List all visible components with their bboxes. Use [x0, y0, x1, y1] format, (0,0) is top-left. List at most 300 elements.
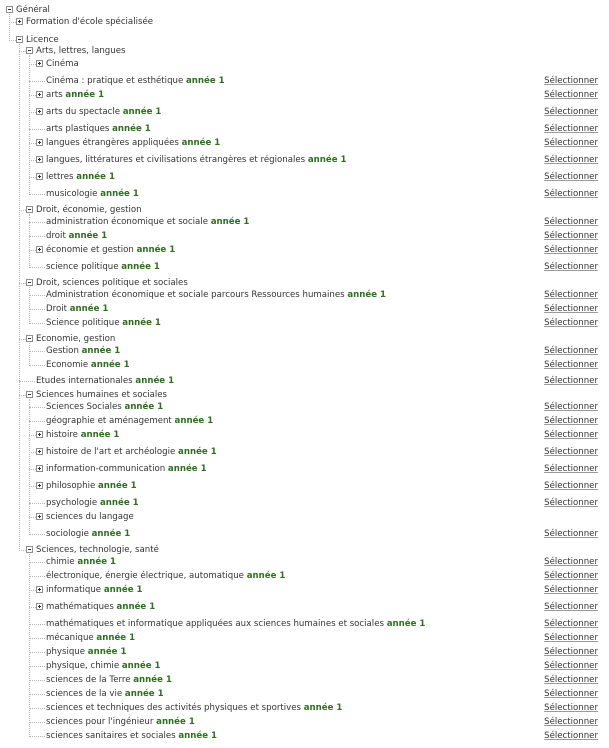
tree-item: [0, 75, 609, 87]
tree-item: [0, 730, 609, 742]
tree-item-label[interactable]: [46, 244, 175, 256]
tree-item-label[interactable]: [46, 528, 130, 540]
tree-guide-line: [29, 652, 45, 653]
tree-guide-line: [29, 421, 45, 422]
year-badge: année 1: [303, 703, 343, 713]
tree-guide-line: [29, 295, 45, 296]
tree-guide-line: [29, 250, 36, 251]
collapse-icon[interactable]: [26, 391, 33, 398]
tree-item-text: Economie: [46, 360, 89, 370]
tree-guide-line: [29, 287, 30, 324]
collapse-icon[interactable]: [26, 335, 33, 342]
tree-item: [0, 716, 609, 728]
collapse-icon[interactable]: [26, 47, 33, 54]
year-badge: année 1: [99, 498, 139, 508]
select-link[interactable]: Sélectionner: [544, 107, 598, 117]
tree-item-text: histoire: [46, 430, 78, 440]
tree-item-label[interactable]: [46, 289, 386, 301]
year-badge: année 1: [121, 262, 160, 272]
tree-item-text: chimie: [46, 557, 75, 567]
year-badge: année 1: [186, 76, 225, 86]
select-link[interactable]: Sélectionner: [544, 360, 598, 370]
tree-item: [0, 359, 609, 371]
tree-item-text: administration économique et sociale: [46, 217, 208, 227]
expand-icon[interactable]: [36, 108, 43, 115]
select-link[interactable]: Sélectionner: [544, 262, 598, 272]
tree-item-label[interactable]: [46, 415, 213, 427]
tree-item-text: sciences sanitaires et sociales: [46, 731, 176, 741]
tree-guide-line: [29, 236, 45, 237]
tree-item-label[interactable]: [46, 618, 425, 630]
tree-item-text: électronique, énergie électrique, automatique: [46, 571, 244, 581]
tree-item: [0, 415, 609, 427]
select-link[interactable]: Sélectionner: [544, 376, 598, 386]
tree-item-label[interactable]: [46, 261, 160, 273]
tree-guide-line: [29, 517, 36, 518]
tree-item-text: arts: [46, 90, 63, 100]
tree-group: [0, 389, 609, 401]
tree-guide-line: [19, 550, 26, 551]
tree-item-text: science politique: [46, 262, 119, 272]
tree-item-label[interactable]: [46, 345, 120, 357]
year-badge: année 1: [246, 571, 286, 581]
tree-item-text: Arts, lettres, langues: [36, 46, 126, 56]
tree-item-label[interactable]: [46, 716, 195, 728]
tree-item-label[interactable]: [46, 401, 163, 413]
year-badge: année 1: [124, 689, 164, 699]
tree-item-label[interactable]: [36, 333, 115, 345]
tree-guide-line: [29, 562, 45, 563]
year-badge: année 1: [100, 189, 139, 199]
tree-item: [0, 674, 609, 686]
select-link[interactable]: Sélectionner: [544, 245, 598, 255]
select-link[interactable]: Sélectionner: [544, 430, 598, 440]
year-badge: année 1: [178, 731, 218, 741]
year-badge: année 1: [116, 602, 156, 612]
tree-item: [0, 230, 609, 242]
tree-item-label[interactable]: [46, 58, 79, 70]
tree-item-text: philosophie: [46, 481, 96, 491]
tree-guide-line: [29, 55, 30, 195]
tree-item-label[interactable]: [36, 277, 188, 289]
tree-guide-line: [29, 95, 36, 96]
tree-item: [0, 123, 609, 135]
year-badge: année 1: [76, 172, 115, 182]
tree-item-text: Sciences, technologie, santé: [36, 545, 159, 555]
tree-item-text: sciences et techniques des activités physiques et sportives: [46, 703, 302, 713]
tree-root-label[interactable]: Général: [16, 5, 50, 15]
select-link[interactable]: Sélectionner: [544, 447, 598, 457]
select-link[interactable]: Sélectionner: [544, 189, 598, 199]
year-badge: année 1: [122, 107, 162, 117]
tree-root: [0, 4, 609, 16]
tree-guide-line: [29, 112, 36, 113]
tree-guide-line: [29, 267, 45, 268]
tree-item-label[interactable]: [46, 660, 161, 672]
tree-item: [0, 446, 609, 458]
tree-item-label[interactable]: [26, 16, 153, 28]
year-badge: année 1: [156, 717, 195, 727]
year-badge: année 1: [68, 231, 108, 241]
tree-item: [0, 497, 609, 509]
tree-guide-line: [29, 435, 36, 436]
year-badge: année 1: [90, 360, 130, 370]
year-badge: année 1: [136, 245, 176, 255]
tree-guide-line: [19, 381, 35, 382]
select-link[interactable]: Sélectionner: [544, 290, 598, 300]
expand-icon[interactable]: [36, 139, 43, 146]
collapse-icon[interactable]: [16, 36, 23, 43]
tree-item-text: Economie, gestion: [36, 334, 116, 344]
tree-guide-line: [29, 407, 45, 408]
select-link[interactable]: Sélectionner: [544, 557, 598, 567]
expand-icon[interactable]: [16, 18, 23, 25]
year-badge: année 1: [103, 585, 143, 595]
tree-item-label[interactable]: [46, 570, 285, 582]
year-badge: année 1: [347, 290, 387, 300]
tree-item: [0, 401, 609, 413]
tree-item-label[interactable]: [46, 730, 217, 742]
tree-guide-line: [29, 194, 45, 195]
tree-guide-line: [29, 666, 45, 667]
select-link[interactable]: Sélectionner: [544, 76, 598, 86]
tree-group: [0, 277, 609, 289]
tree-item-label[interactable]: [46, 216, 249, 228]
tree-item: [0, 660, 609, 672]
tree-item: [0, 632, 609, 644]
select-link[interactable]: Sélectionner: [544, 155, 598, 165]
tree-item-text: géographie et aménagement: [46, 416, 172, 426]
year-badge: année 1: [174, 416, 214, 426]
select-link[interactable]: Sélectionner: [544, 602, 598, 612]
year-badge: année 1: [181, 138, 221, 148]
tree-item: [0, 480, 609, 492]
expand-icon[interactable]: [36, 448, 43, 455]
tree-item-label[interactable]: [46, 463, 207, 475]
tree-item-label[interactable]: [46, 584, 143, 596]
select-link[interactable]: Sélectionner: [544, 661, 598, 671]
tree-group: [0, 333, 609, 345]
tree-item-text: sciences de la Terre: [46, 675, 131, 685]
tree-item-label[interactable]: [46, 359, 130, 371]
tree-item-label[interactable]: [46, 646, 126, 658]
year-badge: année 1: [135, 376, 175, 386]
tree-item-label[interactable]: [46, 188, 139, 200]
select-link[interactable]: Sélectionner: [544, 647, 598, 657]
tree-guide-line: [29, 309, 45, 310]
tree-item-label[interactable]: [36, 204, 142, 216]
tree-item: [0, 618, 609, 630]
tree-item-label[interactable]: [46, 446, 217, 458]
tree-item-text: lettres: [46, 172, 74, 182]
tree-guide-line: [19, 283, 26, 284]
tree-item-text: Droit, sciences politique et sociales: [36, 278, 188, 288]
tree-item: [0, 89, 609, 101]
select-link[interactable]: Sélectionner: [544, 402, 598, 412]
year-badge: année 1: [122, 318, 161, 328]
tree-guide-line: [29, 365, 45, 366]
tree-guide-line: [29, 177, 36, 178]
select-link[interactable]: Sélectionner: [544, 731, 598, 741]
tree-guide-line: [29, 452, 36, 453]
tree-item: [0, 601, 609, 613]
tree-item: [0, 646, 609, 658]
tree-item: [0, 154, 609, 166]
tree-guide-line: [19, 210, 26, 211]
tree-item-label[interactable]: [46, 429, 119, 441]
select-link[interactable]: Sélectionner: [544, 138, 598, 148]
tree-guide-line: [29, 503, 45, 504]
tree-item: [0, 216, 609, 228]
tree-item-text: musicologie: [46, 189, 98, 199]
tree-item-text: sciences de la vie: [46, 689, 123, 699]
tree-item: [0, 303, 609, 315]
tree-item-text: Droit: [46, 304, 67, 314]
select-link[interactable]: Sélectionner: [544, 675, 598, 685]
tree-guide-line: [29, 143, 36, 144]
tree-group: [0, 511, 609, 523]
tree-item: [0, 289, 609, 301]
tree-guide-line: [29, 160, 36, 161]
tree-guide-line: [19, 339, 26, 340]
tree-guide-line: [29, 323, 45, 324]
tree-guide-line: [9, 14, 10, 41]
year-badge: année 1: [81, 346, 121, 356]
expand-icon[interactable]: [36, 465, 43, 472]
tree-item: [0, 345, 609, 357]
tree-item-label[interactable]: [46, 632, 135, 644]
tree-item-text: Sciences humaines et sociales: [36, 390, 168, 400]
select-link[interactable]: Sélectionner: [544, 619, 598, 629]
select-link[interactable]: Sélectionner: [544, 529, 598, 539]
tree-item: [0, 106, 609, 118]
tree-item-label[interactable]: [46, 89, 104, 101]
tree-guide-line: [19, 395, 26, 396]
year-badge: année 1: [112, 124, 151, 134]
tree-guide-line: [29, 399, 30, 535]
tree-item-text: arts plastiques: [46, 124, 110, 134]
tree-group: [0, 544, 609, 556]
tree-item: [0, 188, 609, 200]
tree-item-text: Formation d'école spécialisée: [26, 17, 154, 27]
year-badge: année 1: [77, 557, 117, 567]
tree-guide-line: [29, 469, 36, 470]
tree-item: [0, 137, 609, 149]
tree-item-text: Cinéma: [46, 59, 79, 69]
tree-guide-line: [29, 343, 30, 366]
tree-item-label[interactable]: [46, 480, 137, 492]
tree-guide-line: [19, 44, 20, 551]
tree-guide-line: [29, 554, 30, 737]
tree-item-text: langues étrangères appliquées: [46, 138, 179, 148]
tree-item: [0, 261, 609, 273]
tree-item-label[interactable]: [46, 154, 347, 166]
tree-item: [0, 429, 609, 441]
tree-guide-line: [29, 576, 45, 577]
tree-item-label[interactable]: [36, 375, 174, 387]
tree-item-label[interactable]: [46, 674, 172, 686]
expand-icon[interactable]: [36, 482, 43, 489]
expand-icon[interactable]: [36, 431, 43, 438]
expand-icon[interactable]: [36, 513, 43, 520]
tree-guide-line: [29, 222, 45, 223]
tree-guide-line: [29, 129, 45, 130]
expand-icon[interactable]: [36, 246, 43, 253]
expand-icon[interactable]: [36, 60, 43, 67]
tree-guide-line: [29, 64, 36, 65]
tree-group: [0, 58, 609, 70]
year-badge: année 1: [87, 647, 127, 657]
collapse-icon[interactable]: [26, 206, 33, 213]
tree-item-text: sociologie: [46, 529, 89, 539]
tree-guide-line: [29, 534, 45, 535]
tree-guide-line: [29, 607, 36, 608]
year-badge: année 1: [133, 675, 172, 685]
tree-guide-line: [29, 736, 45, 737]
tree-item-label[interactable]: [46, 123, 151, 135]
tree-guide-line: [29, 351, 45, 352]
select-link[interactable]: Sélectionner: [544, 498, 598, 508]
expand-icon[interactable]: [36, 603, 43, 610]
tree-item: [0, 375, 609, 387]
collapse-icon[interactable]: [6, 6, 13, 13]
select-link[interactable]: Sélectionner: [544, 689, 598, 699]
tree-item-text: Science politique: [46, 318, 120, 328]
tree-item-text: informatique: [46, 585, 102, 595]
select-link[interactable]: Sélectionner: [544, 231, 598, 241]
year-badge: année 1: [178, 447, 217, 457]
tree-item: [0, 171, 609, 183]
tree-guide-line: [29, 722, 45, 723]
year-badge: année 1: [91, 529, 131, 539]
tree-item-label[interactable]: [46, 688, 164, 700]
select-link[interactable]: Sélectionner: [544, 172, 598, 182]
tree-guide-line: [29, 214, 30, 268]
select-link[interactable]: Sélectionner: [544, 416, 598, 426]
tree-guide-line: [29, 486, 36, 487]
year-badge: année 1: [96, 633, 136, 643]
tree-item-text: mathématiques et informatique appliquées aux sciences humaines et sociales: [46, 619, 384, 629]
tree-item: [0, 556, 609, 568]
year-badge: année 1: [307, 155, 347, 165]
tree-item-label[interactable]: [46, 601, 155, 613]
year-badge: année 1: [167, 464, 207, 474]
tree-item-label[interactable]: [46, 303, 108, 315]
year-badge: année 1: [80, 430, 120, 440]
tree-item-text: mécanique: [46, 633, 94, 643]
tree-item-text: économie et gestion: [46, 245, 134, 255]
select-link[interactable]: Sélectionner: [544, 633, 598, 643]
select-link[interactable]: Sélectionner: [544, 318, 598, 328]
tree-guide-line: [9, 22, 16, 23]
select-link[interactable]: Sélectionner: [544, 90, 598, 100]
tree-item-label[interactable]: [46, 171, 115, 183]
year-badge: année 1: [124, 402, 164, 412]
expand-icon[interactable]: [36, 156, 43, 163]
tree-item-text: Gestion: [46, 346, 79, 356]
tree-group: [0, 16, 609, 28]
tree-item-text: langues, littératures et civilisations étrangères et régionales: [46, 155, 306, 165]
year-badge: année 1: [65, 90, 105, 100]
tree-item-label[interactable]: [46, 317, 161, 329]
tree-item-text: physique: [46, 647, 86, 657]
tree-item-text: histoire de l'art et archéologie: [46, 447, 176, 457]
tree-group: [0, 45, 609, 57]
tree-item: [0, 584, 609, 596]
tree-item-label[interactable]: [46, 75, 225, 87]
tree-item-text: information-communication: [46, 464, 166, 474]
tree-guide-line: [9, 40, 16, 41]
tree-guide-line: [29, 694, 45, 695]
tree-item-text: mathématiques: [46, 602, 114, 612]
tree-item: [0, 317, 609, 329]
select-link[interactable]: Sélectionner: [544, 717, 598, 727]
tree-guide-line: [29, 590, 36, 591]
select-link[interactable]: Sélectionner: [544, 124, 598, 134]
expand-icon[interactable]: [36, 173, 43, 180]
tree-item-text: Sciences Sociales: [46, 402, 122, 412]
tree-item: [0, 570, 609, 582]
tree-item-label[interactable]: [46, 511, 134, 523]
tree-item: [0, 528, 609, 540]
tree-item: [0, 702, 609, 714]
year-badge: année 1: [386, 619, 426, 629]
expand-icon[interactable]: [36, 586, 43, 593]
tree-item-text: Licence: [26, 35, 59, 45]
select-link[interactable]: Sélectionner: [544, 703, 598, 713]
tree-item-label[interactable]: [46, 556, 116, 568]
select-link[interactable]: Sélectionner: [544, 304, 598, 314]
year-badge: année 1: [121, 661, 161, 671]
tree-item-text: Cinéma : pratique et esthétique: [46, 76, 184, 86]
tree-guide-line: [29, 680, 45, 681]
year-badge: année 1: [69, 304, 109, 314]
tree-item-text: physique, chimie: [46, 661, 120, 671]
collapse-icon[interactable]: [26, 279, 33, 286]
year-badge: année 1: [97, 481, 137, 491]
tree-item-text: Administration économique et sociale parcours Ressources humaines: [46, 290, 345, 300]
tree-item-label[interactable]: [46, 497, 139, 509]
tree-guide-line: [29, 638, 45, 639]
tree-item-label[interactable]: [46, 230, 107, 242]
tree-item-text: droit: [46, 231, 66, 241]
tree-item-label[interactable]: [46, 106, 161, 118]
tree-item-text: Droit, économie, gestion: [36, 205, 142, 215]
tree-item-text: arts du spectacle: [46, 107, 120, 117]
tree-group: [0, 204, 609, 216]
tree-item-label[interactable]: [46, 702, 342, 714]
tree-item-label[interactable]: [36, 389, 167, 401]
select-link[interactable]: Sélectionner: [544, 464, 598, 474]
select-link[interactable]: Sélectionner: [544, 481, 598, 491]
tree-item-text: sciences du langage: [46, 512, 134, 522]
tree-item-label[interactable]: [36, 45, 125, 57]
tree-guide-line: [29, 81, 45, 82]
tree-item: [0, 244, 609, 256]
expand-icon[interactable]: [36, 91, 43, 98]
tree-item: [0, 688, 609, 700]
tree-item-label[interactable]: [36, 544, 159, 556]
select-link[interactable]: Sélectionner: [544, 346, 598, 356]
select-link[interactable]: Sélectionner: [544, 571, 598, 581]
collapse-icon[interactable]: [26, 546, 33, 553]
tree-guide-line: [19, 51, 26, 52]
select-link[interactable]: Sélectionner: [544, 585, 598, 595]
tree-guide-line: [29, 708, 45, 709]
select-link[interactable]: Sélectionner: [544, 217, 598, 227]
tree-item-text: sciences pour l'ingénieur: [46, 717, 154, 727]
tree-item-label[interactable]: [46, 137, 220, 149]
